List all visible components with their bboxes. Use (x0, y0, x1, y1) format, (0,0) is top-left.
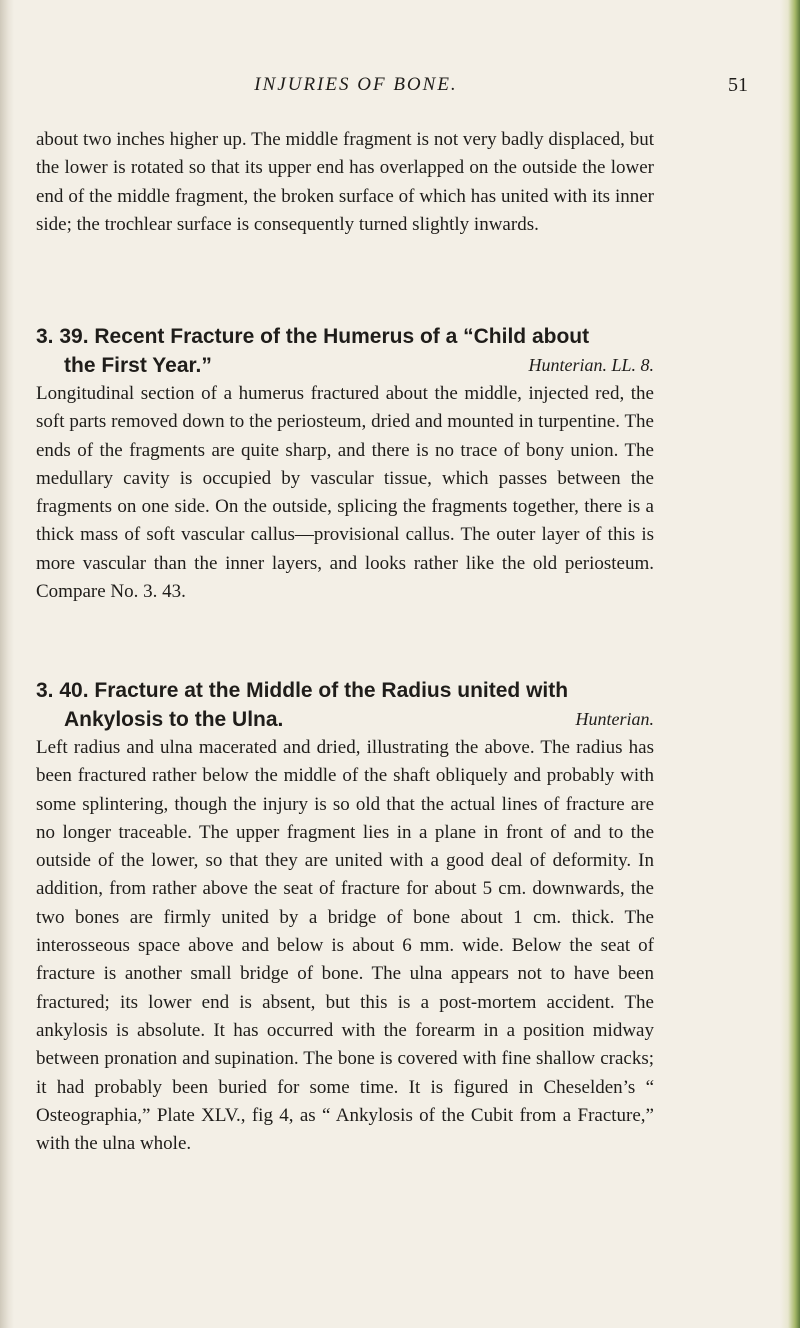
running-head-title: INJURIES OF BONE. (254, 74, 458, 95)
entry-source: Hunterian. (575, 709, 654, 729)
entry-title-line1: Recent Fracture of the Humerus of a “Child about (94, 325, 590, 348)
entry-number: 3. 40. (36, 679, 89, 702)
continuation-paragraph-block (36, 126, 654, 239)
continuation-paragraph: about two inches higher up. The middle fragment is not very badly displaced, but the lower is rotated so that its upper end has overlapped on the outside the lower end of the middle fragment, the broken surface of which has united with its inner side; the trochlear surface is consequently turned slightly inwards. (36, 129, 654, 235)
entry-body: Longitudinal section of a humerus fractured about the middle, injected red, the soft parts removed down to the periosteum, dried and mounted in turpentine. The ends of the fragments are quite sharp, and there is no trace of bony union. The medullary cavity is occupied by vascular tissue, which passes between the fragments on one side. On the outside, splicing the fragments together, there is a thick mass of soft vascular callus—provisional callus. The outer layer of this is more vascular than the inner layers, and looks rather like the old periosteum. Compare No. 3. 43. (36, 383, 654, 603)
entry-title-line2: the First Year.” (64, 354, 212, 377)
entry-title-line1: Fracture at the Middle of the Radius united with (94, 679, 569, 702)
entry-body: Left radius and ulna macerated and dried, illustrating the above. The radius has been fractured rather below the middle of the shaft obliquely and probably with some splintering, though the injury is so old that the actual lines of fracture are no longer traceable. The upper fragment lies in a plane in front of and to the outside of the lower, so that they are united with a good deal of deformity. In addition, from rather above the seat of fracture for about 5 cm. downwards, the two bones are firmly united by a bridge of bone about 1 cm. thick. The interosseous space above and below is about 6 mm. wide. Below the seat of fracture is another small bridge of bone. The ulna appears not to have been fractured; its lower end is absent, but this is a post-mortem accident. The ankylosis is absolute. It has occurred with the forearm in a position midway between pronation and supination. The bone is covered with fine shallow cracks; it had probably been buried for some time. It is figured in Cheselden’s “ Osteographia,” Plate XLV., fig 4, as “ Ankylosis of the Cubit from a Fracture,” with the ulna whole. (36, 737, 654, 1155)
entry-number: 3. 39. (36, 325, 89, 348)
page-number: 51 (728, 74, 748, 96)
entry-source: Hunterian. LL. 8. (528, 355, 654, 375)
page-edge-right (780, 0, 800, 1328)
entry-3-40 (36, 676, 654, 1158)
entry-heading (36, 322, 654, 351)
running-head (36, 74, 756, 104)
book-page (36, 0, 756, 1328)
page-edge-left (0, 0, 14, 1328)
entry-heading (36, 676, 654, 705)
entry-heading-line2 (36, 351, 654, 380)
entry-title-line2: Ankylosis to the Ulna. (64, 708, 284, 731)
entry-heading-line2 (36, 705, 654, 734)
entry-3-39 (36, 322, 654, 606)
